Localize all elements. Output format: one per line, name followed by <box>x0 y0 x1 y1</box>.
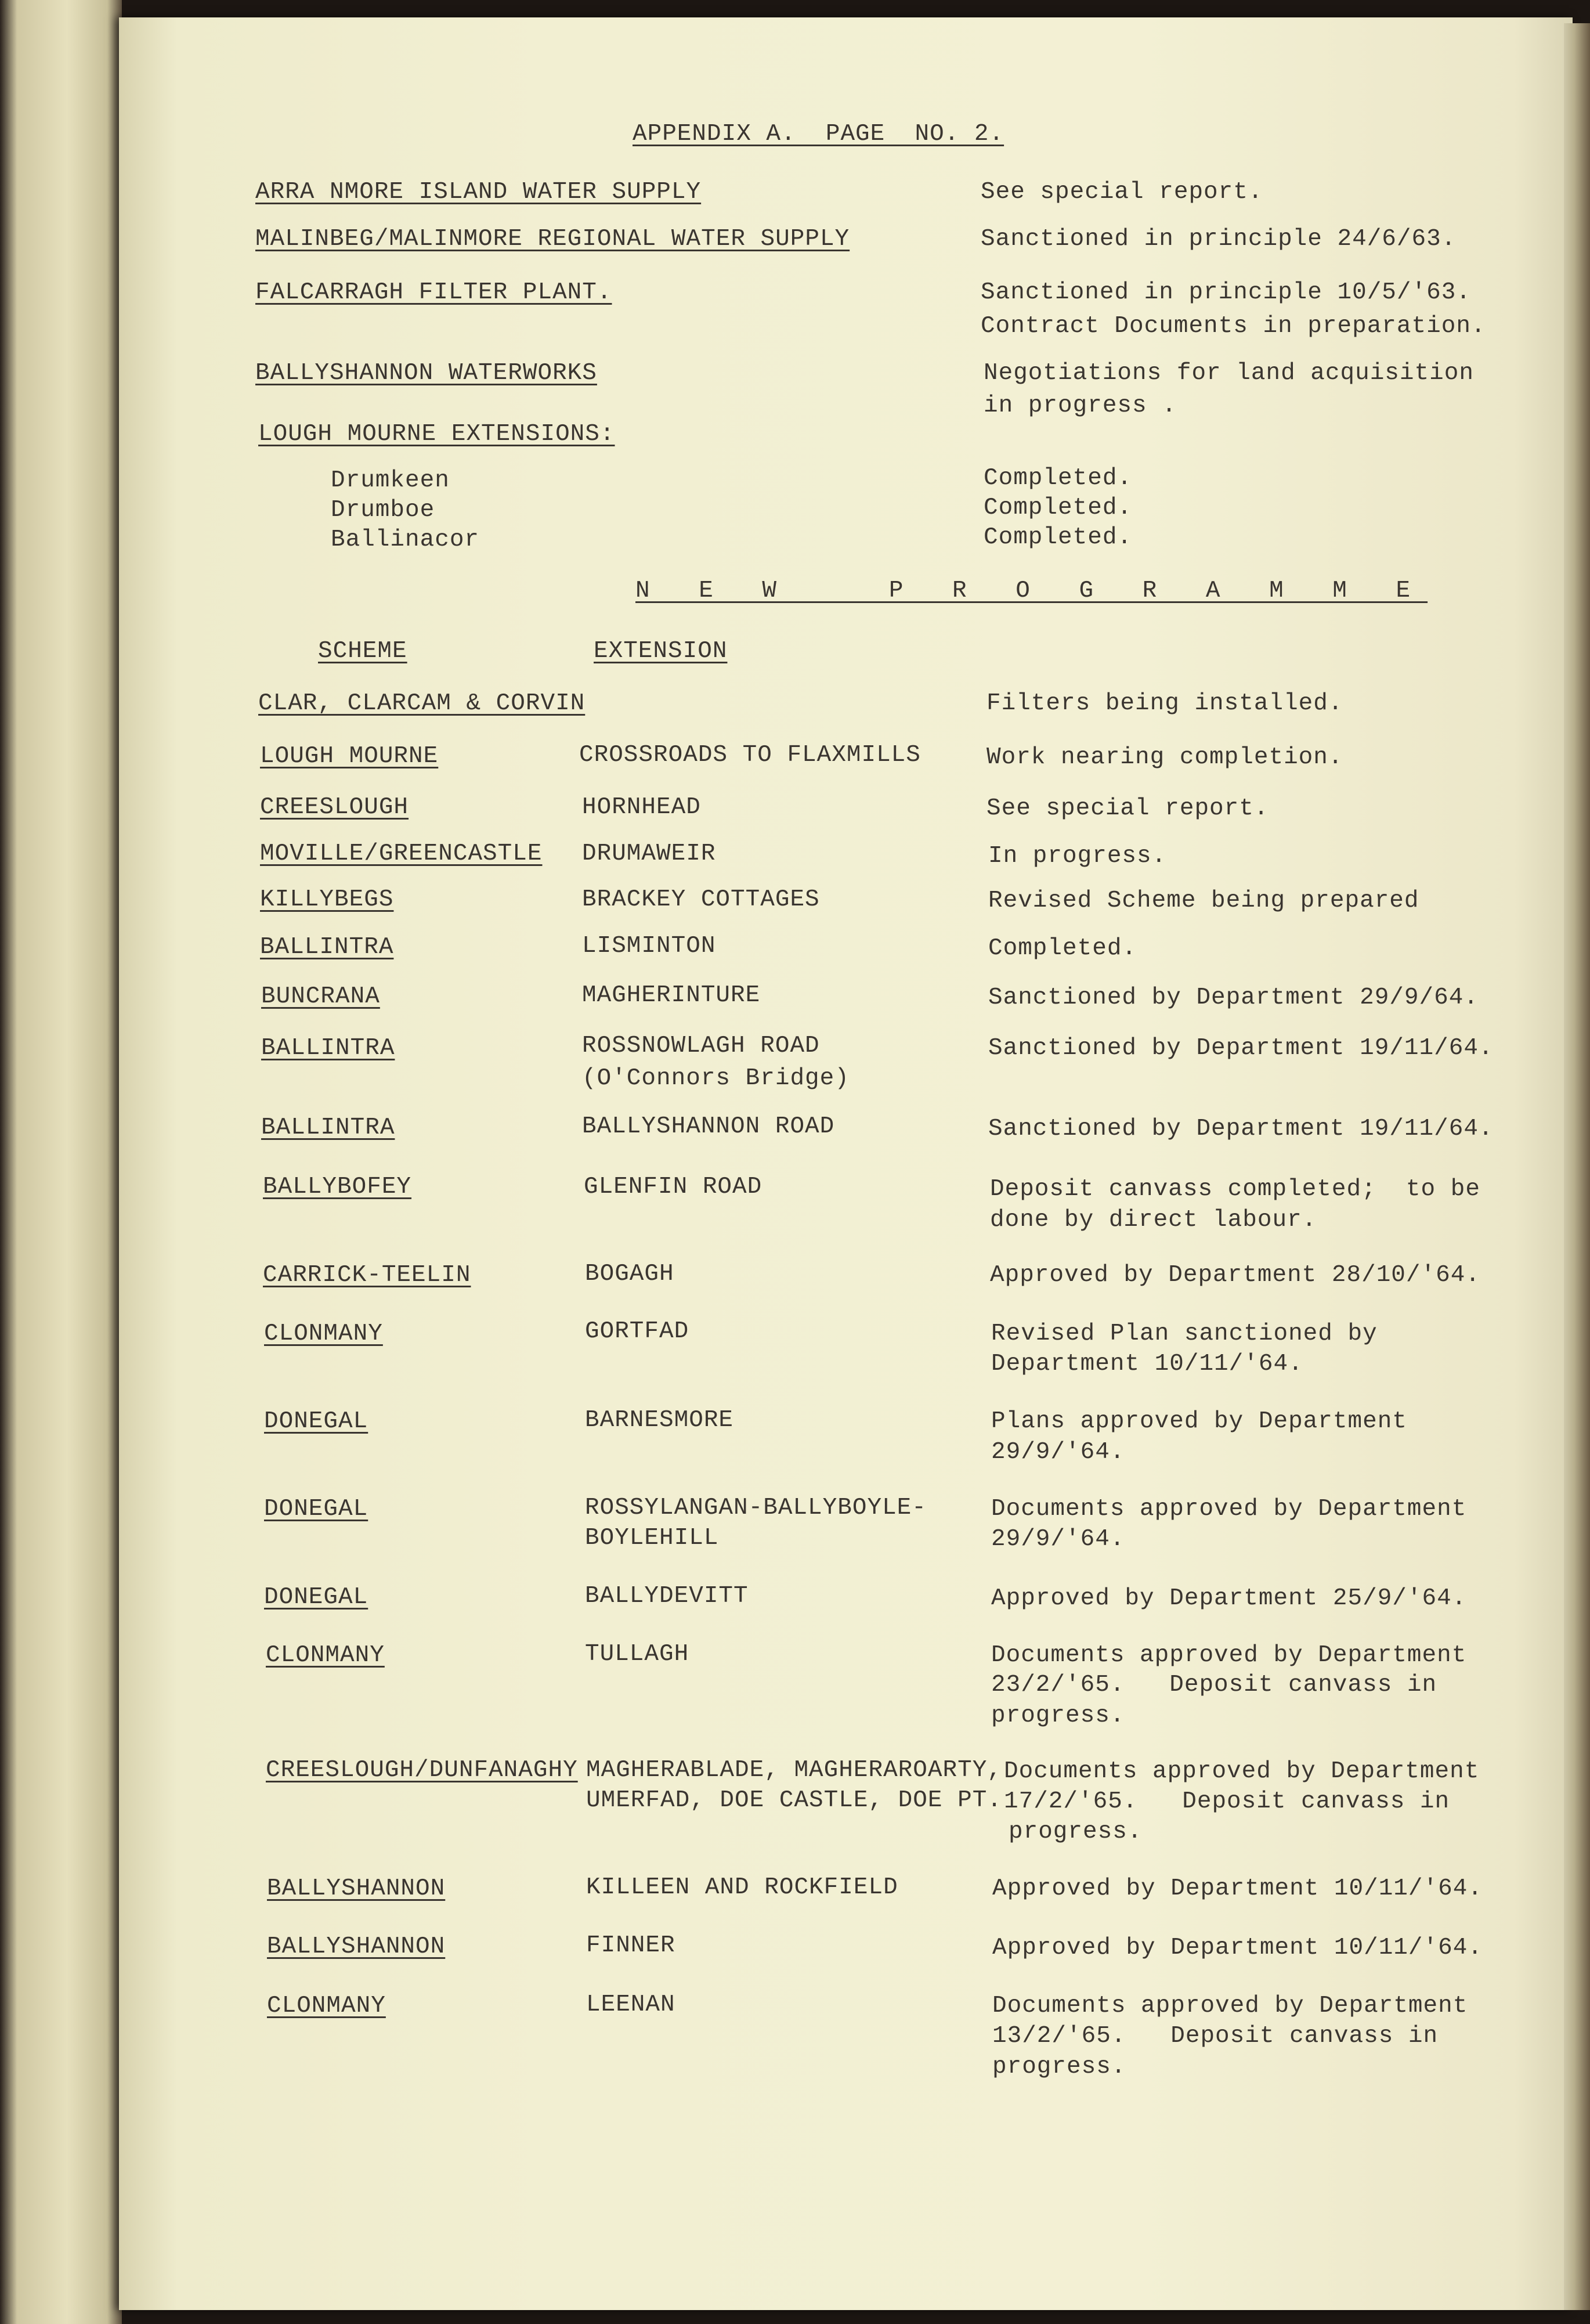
scheme-name: ARRA NMORE ISLAND WATER SUPPLY <box>255 179 702 205</box>
row-scheme: CREESLOUGH/DUNFANAGHY <box>266 1757 578 1784</box>
row-scheme: DONEGAL <box>264 1584 368 1611</box>
row-status: Work nearing completion. <box>986 744 1343 771</box>
sub-scheme-status: Completed. <box>984 465 1133 492</box>
scheme-name: MALINBEG/MALINMORE REGIONAL WATER SUPPLY <box>255 226 850 252</box>
row-extension: UMERFAD, DOE CASTLE, DOE PT. <box>586 1787 1002 1814</box>
row-extension: ROSSNOWLAGH ROAD <box>582 1033 820 1059</box>
row-status: See special report. <box>986 795 1269 822</box>
row-scheme: CLAR, CLARCAM & CORVIN <box>258 690 586 717</box>
row-status: Sanctioned by Department 19/11/64. <box>988 1035 1494 1062</box>
row-extension: MAGHERABLADE, MAGHERAROARTY, <box>586 1757 1002 1784</box>
row-status: Revised Scheme being prepared <box>988 887 1419 914</box>
scheme-status: See special report. <box>981 179 1263 205</box>
row-status: 29/9/'64. <box>991 1439 1125 1466</box>
row-extension: GLENFIN ROAD <box>584 1174 763 1200</box>
row-scheme: LOUGH MOURNE <box>260 743 439 770</box>
sub-scheme-status: Completed. <box>984 524 1133 551</box>
row-scheme: BALLYSHANNON <box>267 1933 446 1960</box>
row-scheme: CREESLOUGH <box>260 794 409 821</box>
row-extension: BARNESMORE <box>585 1407 734 1434</box>
row-scheme: BALLYBOFEY <box>263 1174 412 1200</box>
row-scheme: DONEGAL <box>264 1408 368 1435</box>
scheme-status: Sanctioned in principle 10/5/'63. <box>981 279 1471 306</box>
row-scheme: DONEGAL <box>264 1496 368 1522</box>
row-extension: KILLEEN AND ROCKFIELD <box>586 1874 898 1901</box>
row-scheme: MOVILLE/GREENCASTLE <box>260 840 543 867</box>
row-status: Documents approved by Department <box>1004 1758 1480 1785</box>
row-extension: ROSSYLANGAN-BALLYBOYLE- <box>585 1495 927 1521</box>
row-status: 29/9/'64. <box>991 1526 1125 1553</box>
sub-scheme-status: Completed. <box>984 495 1133 521</box>
row-extension: (O'Connors Bridge) <box>582 1065 850 1092</box>
row-scheme: KILLYBEGS <box>260 886 394 913</box>
row-status: Documents approved by Department <box>991 1496 1467 1522</box>
row-scheme: CLONMANY <box>264 1320 383 1347</box>
row-extension: HORNHEAD <box>582 794 701 821</box>
row-status: Sanctioned by Department 29/9/64. <box>988 984 1479 1011</box>
row-status: Revised Plan sanctioned by <box>991 1320 1378 1347</box>
sub-scheme-name: Drumkeen <box>331 467 450 494</box>
scheme-status: Contract Documents in preparation. <box>981 313 1486 340</box>
sub-scheme-name: Ballinacor <box>331 526 480 553</box>
row-status: Department 10/11/'64. <box>991 1351 1303 1377</box>
row-extension: BALLYSHANNON ROAD <box>582 1113 835 1140</box>
row-status: Approved by Department 10/11/'64. <box>992 1875 1483 1902</box>
scheme-name: FALCARRAGH FILTER PLANT. <box>255 279 612 306</box>
row-extension: DRUMAWEIR <box>582 840 716 867</box>
row-status: Deposit canvass completed; to be <box>990 1176 1480 1203</box>
row-status: progress. <box>992 2054 1126 2080</box>
scheme-name: LOUGH MOURNE EXTENSIONS: <box>258 421 615 448</box>
row-extension: BOYLEHILL <box>585 1525 719 1551</box>
row-scheme: CLONMANY <box>267 1993 386 2019</box>
page-edge-right <box>1564 23 1590 2310</box>
row-status: Approved by Department 28/10/'64. <box>990 1262 1480 1289</box>
scheme-status: Negotiations for land acquisition <box>984 360 1474 387</box>
row-status: In progress. <box>988 843 1167 869</box>
scheme-name: BALLYSHANNON WATERWORKS <box>255 360 597 387</box>
row-status: done by direct labour. <box>990 1207 1317 1233</box>
row-extension: BALLYDEVITT <box>585 1583 749 1610</box>
page-header: APPENDIX A. PAGE NO. 2. <box>633 121 1004 147</box>
row-status: progress. <box>1009 1818 1143 1845</box>
row-status: Sanctioned by Department 19/11/64. <box>988 1116 1494 1142</box>
row-status: 17/2/'65. Deposit canvass in <box>1004 1788 1450 1815</box>
row-extension: LISMINTON <box>582 933 716 959</box>
row-status: Filters being installed. <box>986 690 1343 717</box>
scheme-status: in progress . <box>984 392 1177 419</box>
row-status: Completed. <box>988 935 1137 962</box>
column-header-scheme: SCHEME <box>318 638 407 665</box>
row-status: Approved by Department 25/9/'64. <box>991 1585 1467 1612</box>
row-status: Documents approved by Department <box>992 1993 1468 2019</box>
row-extension: GORTFAD <box>585 1318 689 1345</box>
scheme-status: Sanctioned in principle 24/6/63. <box>981 226 1457 252</box>
row-status: Plans approved by Department <box>991 1408 1407 1435</box>
row-status: progress. <box>991 1702 1125 1729</box>
row-extension: LEENAN <box>586 1991 675 2018</box>
column-header-extension: EXTENSION <box>594 638 728 665</box>
row-status: Documents approved by Department <box>991 1642 1467 1669</box>
row-extension: CROSSROADS TO FLAXMILLS <box>579 742 921 768</box>
row-extension: BOGAGH <box>585 1261 674 1287</box>
binding-left <box>0 0 122 2324</box>
section-title: N E W P R O G R A M M E <box>635 578 1428 604</box>
row-scheme: BUNCRANA <box>261 983 380 1010</box>
row-scheme: BALLINTRA <box>260 934 394 961</box>
row-scheme: BALLINTRA <box>261 1035 395 1062</box>
row-scheme: CLONMANY <box>266 1642 385 1669</box>
row-extension: FINNER <box>586 1932 675 1959</box>
row-scheme: BALLYSHANNON <box>267 1875 446 1902</box>
row-status: 13/2/'65. Deposit canvass in <box>992 2023 1439 2049</box>
row-extension: BRACKEY COTTAGES <box>582 886 820 913</box>
row-status: Approved by Department 10/11/'64. <box>992 1935 1483 1961</box>
row-scheme: BALLINTRA <box>261 1114 395 1141</box>
row-extension: TULLAGH <box>585 1641 689 1668</box>
row-scheme: CARRICK-TEELIN <box>263 1262 471 1289</box>
row-extension: MAGHERINTURE <box>582 982 761 1009</box>
sub-scheme-name: Drumboe <box>331 497 435 524</box>
row-status: 23/2/'65. Deposit canvass in <box>991 1672 1437 1698</box>
